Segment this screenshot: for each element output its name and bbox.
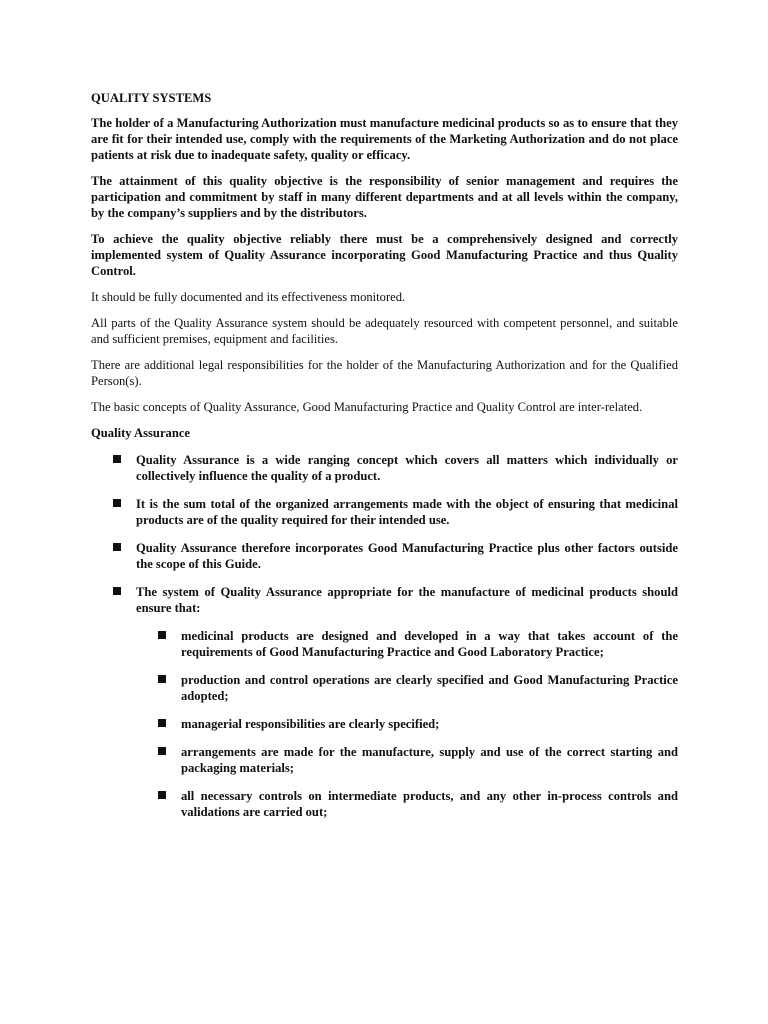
list-item — [91, 452, 678, 484]
square-bullet-icon — [158, 791, 166, 799]
square-bullet-icon — [158, 631, 166, 639]
list-item — [91, 496, 678, 528]
sub-list-item — [136, 672, 678, 704]
paragraph-quality-objective: The attainment of this quality objective is the responsibility of senior management and requires the participation and commitment by staff in many different departments and at all levels within the company, by the company’s suppliers and by the distributors. — [91, 174, 678, 220]
document-page — [91, 90, 678, 832]
square-bullet-icon — [158, 719, 166, 727]
sub-list-item-text: production and control operations are clearly specified and Good Manufacturing Practice adopted; — [181, 673, 678, 703]
sub-list-item — [136, 628, 678, 660]
square-bullet-icon — [113, 543, 121, 551]
paragraph-legal-responsibilities: There are additional legal responsibilities for the holder of the Manufacturing Authorization and for the Qualified Person(s). — [91, 358, 678, 388]
paragraph-manufacturing-authorization: The holder of a Manufacturing Authorization must manufacture medicinal products so as to ensure that they are fit for their intended use, comply with the requirements of the Marketing Authorization and do not place patients at risk due to inadequate safety, quality or efficacy. — [91, 116, 678, 162]
sub-list-item-text: arrangements are made for the manufacture, supply and use of the correct starting and packaging materials; — [181, 745, 678, 775]
paragraph-basic-concepts: The basic concepts of Quality Assurance, Good Manufacturing Practice and Quality Control are inter-related. — [91, 400, 643, 414]
paragraph-quality-assurance-system: To achieve the quality objective reliably there must be a comprehensively designed and correctly implemented system of Quality Assurance incorporating Good Manufacturing Practice and thus Quality Control. — [91, 232, 678, 278]
sub-list-item — [136, 716, 678, 732]
paragraph-documentation: It should be fully documented and its effectiveness monitored. — [91, 290, 406, 304]
sub-list-item-text: medicinal products are designed and developed in a way that takes account of the requirements of Good Manufacturing Practice and Good Laboratory Practice; — [181, 629, 678, 659]
list-item-text: Quality Assurance is a wide ranging concept which covers all matters which individually or collectively influence the quality of a product. — [136, 453, 678, 483]
square-bullet-icon — [113, 455, 121, 463]
sub-list-item — [136, 744, 678, 776]
list-item-text: The system of Quality Assurance appropriate for the manufacture of medicinal products should ensure that: — [136, 585, 678, 615]
square-bullet-icon — [113, 499, 121, 507]
document-title: QUALITY SYSTEMS — [91, 91, 212, 105]
bullet-list — [91, 452, 678, 820]
sub-list-item — [136, 788, 678, 820]
sub-list-item-text: all necessary controls on intermediate products, and any other in-process controls and validations are carried out; — [181, 789, 678, 819]
square-bullet-icon — [113, 587, 121, 595]
list-item — [91, 540, 678, 572]
list-item-text: It is the sum total of the organized arrangements made with the object of ensuring that medicinal products are of the quality required for their intended use. — [136, 497, 678, 527]
list-item-text: Quality Assurance therefore incorporates Good Manufacturing Practice plus other factors outside the scope of this Guide. — [136, 541, 678, 571]
section-heading-quality-assurance: Quality Assurance — [91, 426, 191, 440]
paragraph-resources: All parts of the Quality Assurance system should be adequately resourced with competent personnel, and suitable and sufficient premises, equipment and facilities. — [91, 316, 678, 346]
square-bullet-icon — [158, 675, 166, 683]
sub-list-item-text: managerial responsibilities are clearly specified; — [181, 717, 440, 731]
sub-bullet-list — [136, 628, 678, 820]
square-bullet-icon — [158, 747, 166, 755]
list-item — [91, 584, 678, 820]
